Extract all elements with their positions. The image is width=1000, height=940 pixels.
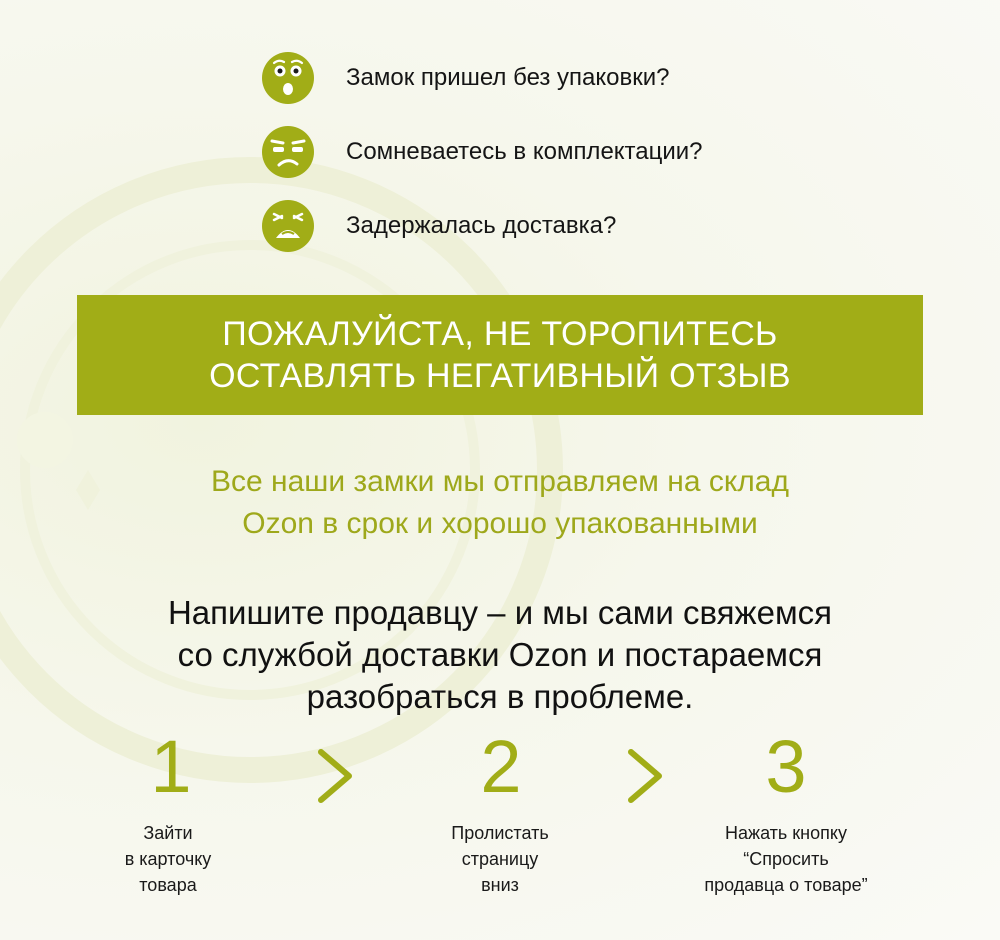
doubtful-face-icon	[262, 126, 314, 178]
step-label-1: Зайти в карточку товара	[124, 823, 212, 895]
concern-text: Сомневаетесь в комплектации?	[346, 138, 703, 165]
banner-title: ПОЖАЛУЙСТА, НЕ ТОРОПИТЕСЬ ОСТАВЛЯТЬ НЕГАТИВНЫЙ ОТЗЫВ	[209, 315, 791, 395]
chevron-right-icon	[315, 748, 355, 804]
chevron-right-icon	[625, 748, 665, 804]
step-number-1: 1	[150, 725, 192, 808]
step-number-3: 3	[765, 725, 807, 808]
step-label-3: Нажать кнопку “Спросить продавца о товаре”	[704, 823, 868, 895]
concern-item-delivery	[262, 200, 616, 252]
concern-text: Замок пришел без упаковки?	[346, 64, 670, 91]
step-number-2: 2	[480, 725, 522, 808]
contact-seller-note: Напишите продавцу – и мы сами свяжемся со службой доставки Ozon и постараемся разобраться в проблеме.	[167, 594, 833, 715]
warning-banner	[77, 295, 923, 415]
concern-item-packaging	[262, 52, 670, 104]
concern-item-completeness	[262, 126, 703, 178]
shipping-note: Все наши замки мы отправляем на склад Ozon в срок и хорошо упакованными	[210, 465, 789, 540]
surprised-face-icon	[262, 52, 314, 104]
concern-text: Задержалась доставка?	[346, 212, 617, 239]
crying-face-icon	[262, 200, 314, 252]
step-label-2: Пролистать страницу вниз	[451, 823, 549, 895]
